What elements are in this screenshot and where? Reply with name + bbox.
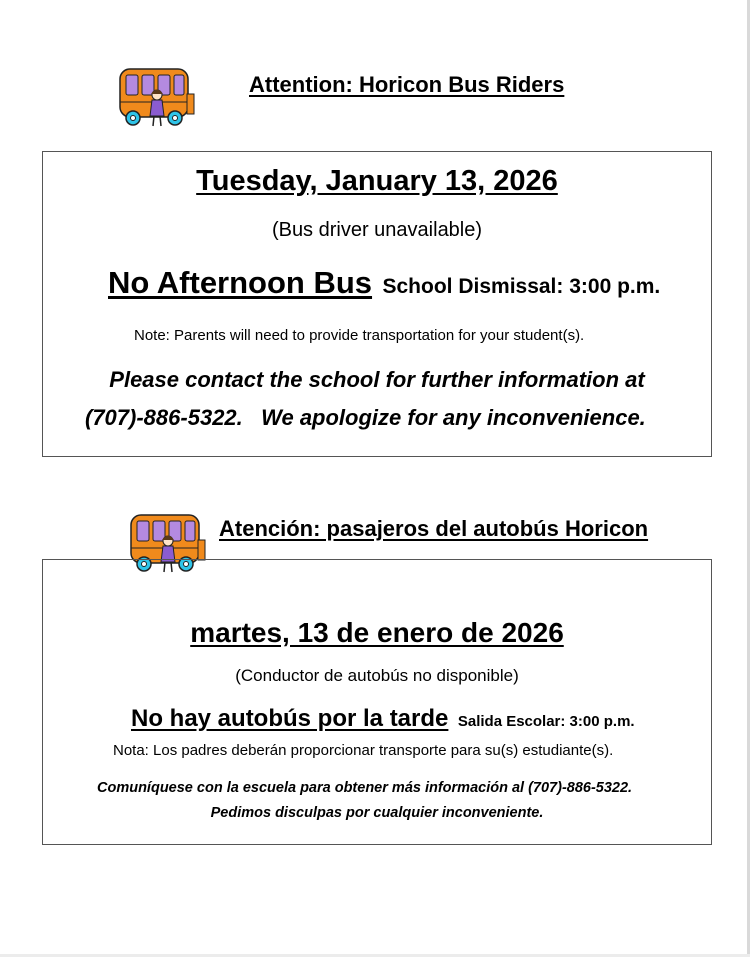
english-date: Tuesday, January 13, 2026 bbox=[196, 165, 558, 197]
spanish-heading: Atención: pasajeros del autobús Horicon bbox=[219, 516, 649, 541]
english-dismissal: School Dismissal: 3:00 p.m. bbox=[382, 275, 661, 298]
english-heading: Attention: Horicon Bus Riders bbox=[249, 72, 565, 97]
english-no-bus: No Afternoon Bus bbox=[108, 265, 373, 300]
spanish-contact-line1: Comuníquese con la escuela para obtener más información al (707)-886-5322. bbox=[97, 780, 633, 796]
spanish-contact-line2: Pedimos disculpas por cualquier inconveniente. bbox=[210, 805, 544, 821]
spanish-notice-box bbox=[42, 559, 712, 845]
english-contact-line2: (707)-886-5322. We apologize for any inconvenience. bbox=[85, 405, 646, 430]
spanish-no-bus-line bbox=[131, 705, 635, 733]
spanish-no-bus: No hay autobús por la tarde bbox=[131, 705, 449, 732]
english-no-bus-line bbox=[108, 265, 660, 301]
spanish-date: martes, 13 de enero de 2026 bbox=[190, 617, 564, 648]
spanish-dismissal: Salida Escolar: 3:00 p.m. bbox=[457, 713, 635, 730]
english-contact-line1: Please contact the school for further information at bbox=[109, 367, 645, 392]
english-note: Note: Parents will need to provide transportation for your student(s). bbox=[134, 327, 585, 344]
english-notice-box bbox=[42, 151, 712, 457]
spanish-reason: (Conductor de autobús no disponible) bbox=[235, 666, 519, 685]
spanish-note: Nota: Los padres deberán proporcionar transporte para su(s) estudiante(s). bbox=[113, 742, 614, 759]
english-reason: (Bus driver unavailable) bbox=[271, 219, 483, 241]
school-bus-child-icon bbox=[117, 64, 197, 132]
